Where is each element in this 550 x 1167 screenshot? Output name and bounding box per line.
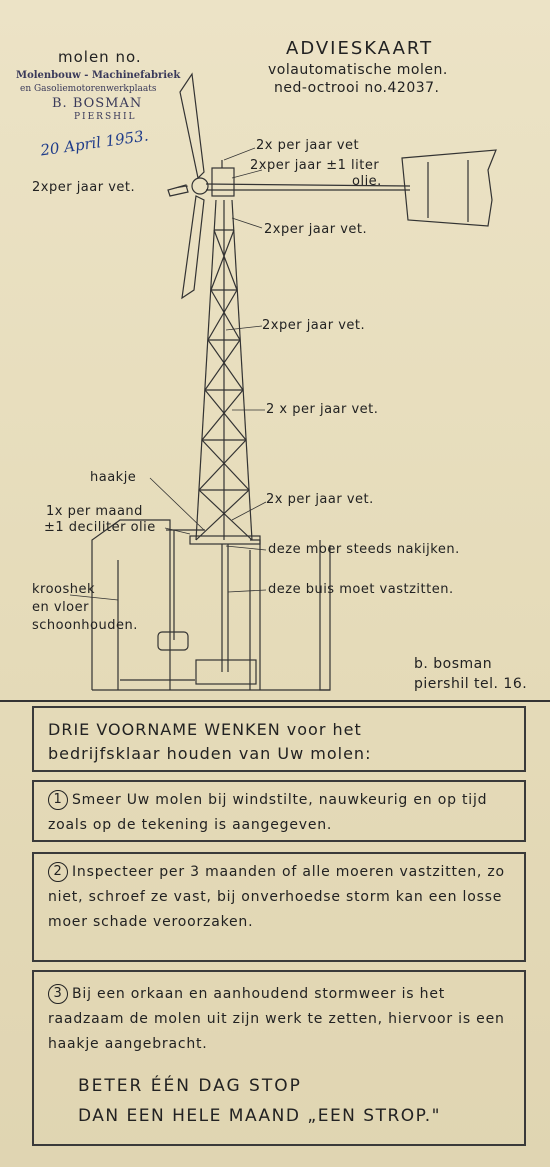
- lower-blade: [182, 196, 204, 298]
- tip-box-1: [32, 780, 526, 842]
- tip-box-3: [32, 970, 526, 1146]
- stamp-line-2: en Gasoliemotorenwerkplaats: [20, 84, 157, 94]
- label-tower-grease-2: 2 x per jaar vet.: [266, 402, 379, 417]
- mill-head: [212, 168, 234, 196]
- maker-name: b. bosman: [414, 656, 493, 672]
- label-oil-yearly: 2xper jaar ±1 liter: [250, 158, 380, 173]
- label-hook: haakje: [90, 470, 137, 485]
- tips-heading-box: [32, 706, 526, 772]
- label-screen-3: schoonhouden.: [32, 618, 138, 633]
- label-monthly: 1x per maand: [46, 504, 143, 519]
- label-hub-grease: 2xper jaar vet.: [264, 222, 368, 237]
- tip-text-1: Smeer Uw molen bij windstilte, nauwkeurig en op tijd zoals op de tekening is aangegeven.: [48, 792, 488, 833]
- stamp-line-3: B. BOSMAN: [52, 96, 143, 111]
- tip-number-2: 2: [48, 862, 68, 882]
- tip-number-3: 3: [48, 984, 68, 1004]
- section-divider: [0, 700, 550, 702]
- signature-date: 20 April 1953.: [39, 126, 150, 160]
- tip-text-2: Inspecteer per 3 maanden of alle moeren vastzitten, zo niet, schroef ze vast, bij onverhoedse storm kan een losse moer schade veroorzaken.: [48, 864, 505, 930]
- float: [158, 632, 188, 650]
- label-pipe-tight: deze buis moet vastzitten.: [268, 582, 454, 597]
- card-subtitle-1: volautomatische molen.: [268, 62, 448, 78]
- maker-phone: piershil tel. 16.: [414, 676, 528, 692]
- label-screen-2: en vloer: [32, 600, 89, 615]
- tips-heading-2: bedrijfsklaar houden van Uw molen:: [48, 744, 372, 763]
- card-subtitle-2: ned-octrooi no.42037.: [274, 80, 440, 96]
- label-top-grease: 2x per jaar vet: [256, 138, 360, 153]
- stamp-line-1: Molenbouw - Machinefabriek: [16, 70, 181, 81]
- molen-number-label: molen no.: [58, 48, 142, 66]
- lattice-tower: [196, 200, 252, 540]
- label-left-grease: 2xper jaar vet.: [32, 180, 136, 195]
- label-screen-1: krooshek: [32, 582, 96, 597]
- upper-blade: [180, 74, 204, 178]
- card-title: ADVIESKAART: [286, 38, 434, 59]
- motto-line-2: DAN EEN HELE MAAND „EEN STROP.": [78, 1106, 442, 1126]
- label-tower-grease-1: 2xper jaar vet.: [262, 318, 366, 333]
- tip-box-2: [32, 852, 526, 962]
- tail-vane: [402, 150, 496, 226]
- label-low-grease: 2x per jaar vet.: [266, 492, 374, 507]
- tips-heading-1: DRIE VOORNAME WENKEN voor het: [48, 720, 362, 739]
- stamp-line-4: PIERSHIL: [74, 112, 137, 122]
- tip-text-3: Bij een orkaan en aanhoudend stormweer is het raadzaam de molen uit zijn werk te zetten, hiervoor is een haakje aangebracht.: [48, 986, 505, 1052]
- rotor-hub: [192, 178, 208, 194]
- motto-line-1: BETER ÉÉN DAG STOP: [78, 1076, 302, 1096]
- label-check-nut: deze moer steeds nakijken.: [268, 542, 460, 557]
- label-oil-yearly-2: olie.: [352, 174, 382, 189]
- label-monthly-oil: ±1 deciliter olie: [44, 520, 156, 535]
- tip-number-1: 1: [48, 790, 68, 810]
